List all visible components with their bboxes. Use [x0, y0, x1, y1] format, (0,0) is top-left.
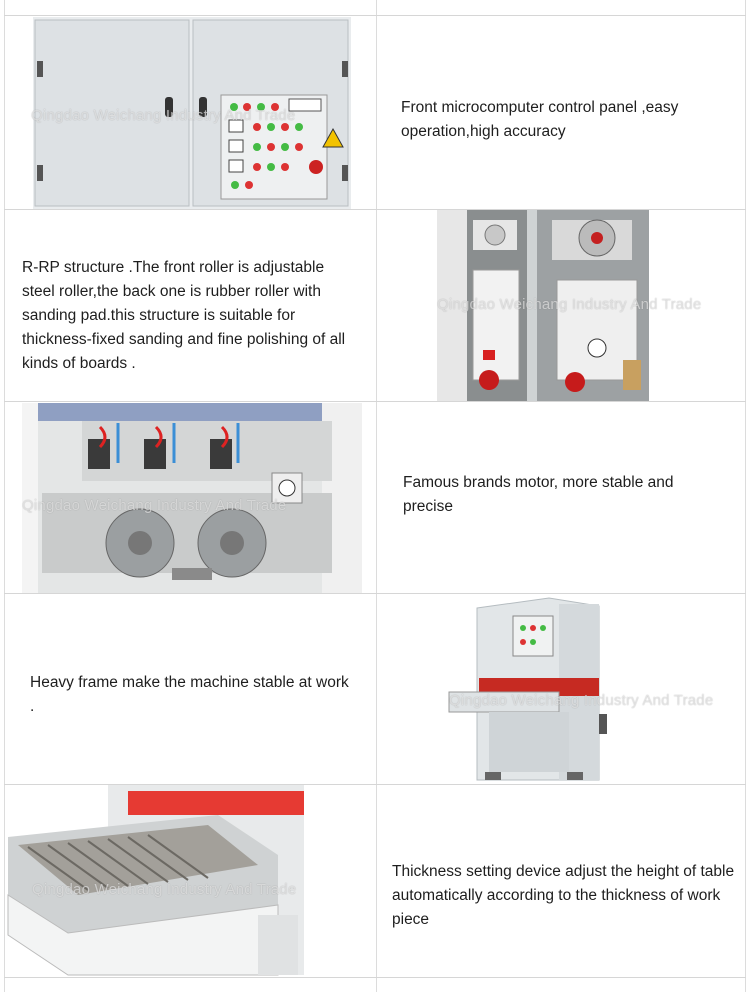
thickness-device-image — [8, 785, 304, 975]
control-panel-image — [33, 17, 351, 209]
watermark: Qingdao Weichang Industry And Trade — [22, 497, 287, 514]
column-divider — [376, 0, 377, 992]
row5-text: Thickness setting device adjust the height of table automatically according to the thickness of work piece — [392, 863, 735, 928]
row4-text: Heavy frame make the machine stable at work . — [30, 674, 349, 715]
roller-structure-image — [437, 210, 702, 401]
left-border — [4, 0, 5, 992]
watermark: Qingdao Weichang Industry And Trade — [32, 881, 297, 898]
row1-text: Front microcomputer control panel ,easy operation,high accuracy — [401, 99, 679, 140]
watermark: Qingdao Weichang Industry And Trade — [437, 296, 702, 313]
row-divider — [4, 401, 746, 402]
row-divider — [4, 15, 746, 16]
row-divider — [4, 977, 746, 978]
machine-frame-image — [449, 594, 714, 784]
watermark: Qingdao Weichang Industry And Trade — [449, 692, 714, 709]
right-border — [745, 0, 746, 992]
watermark: Qingdao Weichang Industry And Trade — [31, 107, 296, 124]
row3-text: Famous brands motor, more stable and precise — [403, 474, 674, 515]
motor-image — [22, 403, 362, 593]
row2-text: R-RP structure .The front roller is adjustable steel roller,the back one is rubber roller with sanding pad.this structure is suitable for thickness-fixed sanding and fine polishing of all kinds of boards . — [22, 259, 346, 372]
row-divider — [4, 593, 746, 594]
